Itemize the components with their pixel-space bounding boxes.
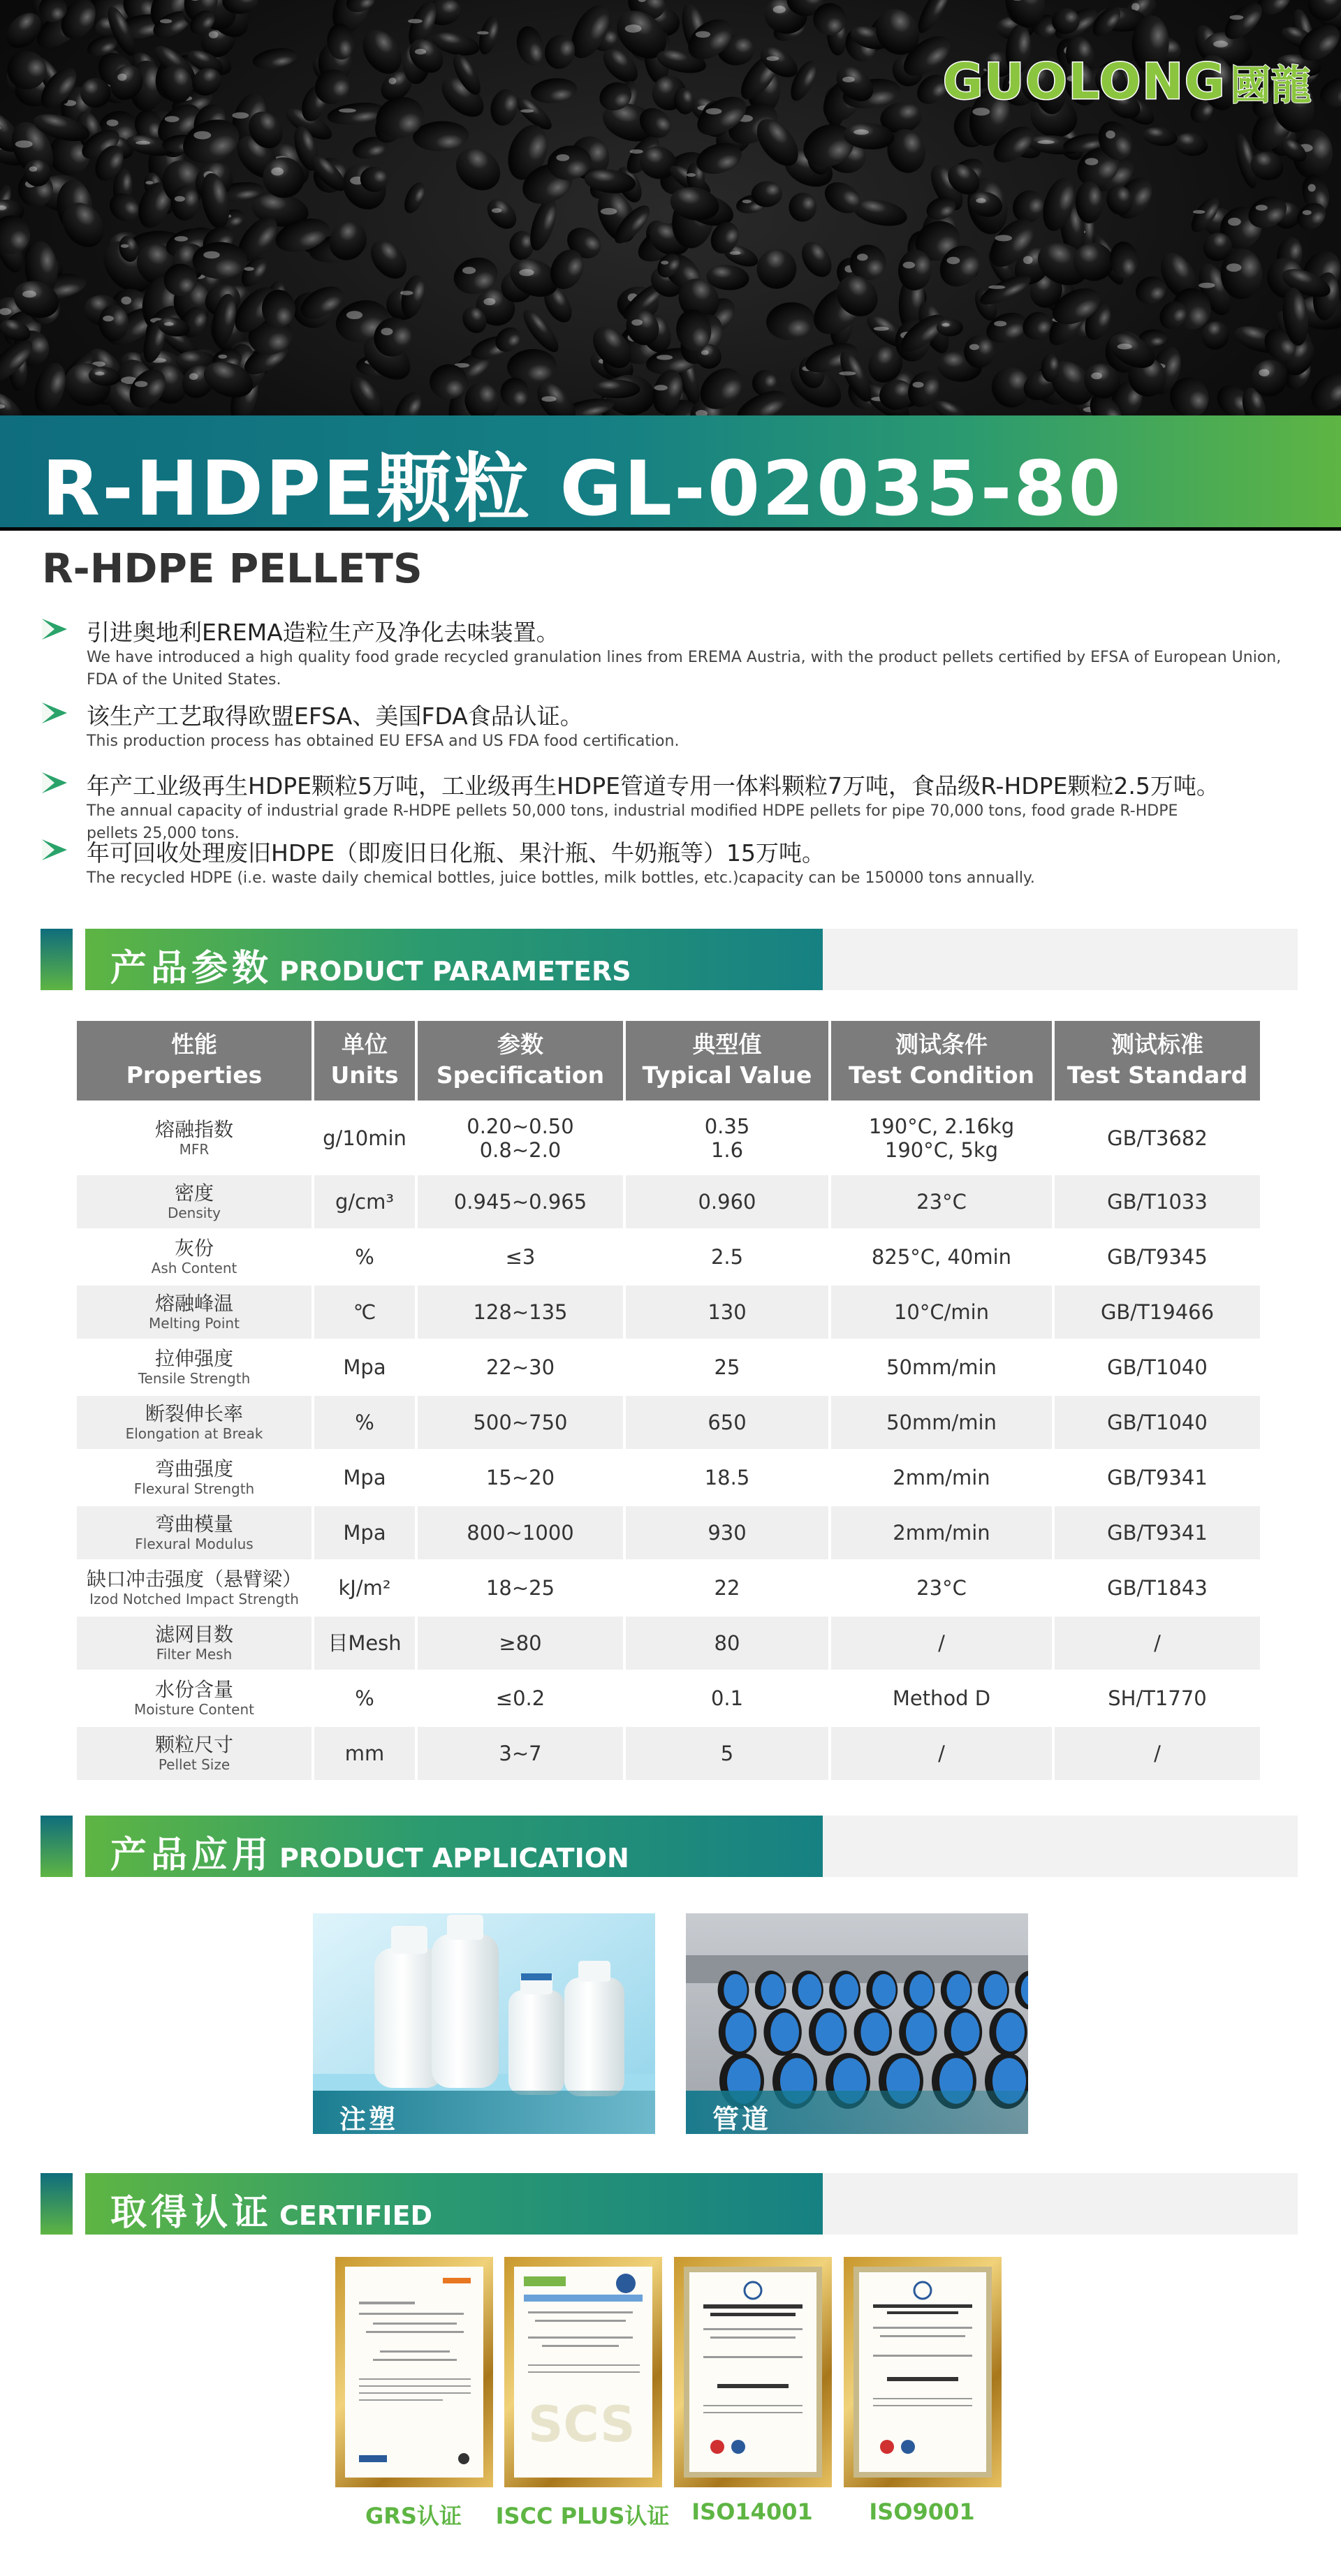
table-row <box>77 1561 1260 1614</box>
table-cell <box>418 1175 623 1228</box>
table-header-cell <box>831 1021 1052 1101</box>
application-label: 管道 <box>712 2104 772 2134</box>
section-title-cn: 产品参数 <box>110 948 273 989</box>
title-band <box>0 415 1341 531</box>
arrow-icon <box>42 702 67 723</box>
cell-value: 0.8~2.0 <box>479 1138 562 1162</box>
table-cell <box>77 1617 312 1670</box>
table-cell <box>77 1561 312 1614</box>
property-cn: 灰份 <box>174 1237 214 1260</box>
cell-value: 25 <box>714 1355 740 1379</box>
product-subtitle: R-HDPE PELLETS <box>42 545 423 592</box>
table-cell <box>1055 1451 1260 1504</box>
cell-value: 650 <box>708 1411 747 1434</box>
cell-value: GB/T9345 <box>1107 1245 1208 1269</box>
header-cn: 单位 <box>342 1031 388 1058</box>
table-cell <box>418 1561 623 1614</box>
cell-value: 1.6 <box>710 1138 744 1162</box>
table-row <box>77 1286 1260 1339</box>
feature-en: The annual capacity of industrial grade R-HDPE pellets 50,000 tons, industrial modified HDPE pellets for pipe 70,000 tons, food grade R-HDPE pellets 25,000 tons. <box>87 802 1178 842</box>
table-row <box>77 1341 1260 1394</box>
table-cell <box>314 1672 415 1725</box>
table-cell <box>314 1561 415 1614</box>
application-label-bar <box>313 2091 655 2134</box>
table-cell <box>77 1175 312 1228</box>
table-header-cell <box>626 1021 828 1101</box>
cell-value: / <box>938 1631 945 1655</box>
table-cell <box>626 1727 828 1780</box>
header-en: Specification <box>436 1061 605 1089</box>
cell-value: GB/T1040 <box>1107 1411 1208 1434</box>
table-cell <box>626 1103 828 1173</box>
table-cell <box>831 1727 1052 1780</box>
table-cell <box>1055 1341 1260 1394</box>
cell-value: 930 <box>708 1521 747 1545</box>
table-cell <box>77 1672 312 1725</box>
feature-cn: 该生产工艺取得欧盟EFSA、美国FDA食品认证。 <box>87 702 583 730</box>
cell-value: GB/T1033 <box>1107 1190 1208 1214</box>
table-cell <box>626 1506 828 1559</box>
main-title: R-HDPE颗粒 GL-02035-80 <box>42 446 1123 531</box>
table-row <box>77 1396 1260 1449</box>
property-cn: 颗粒尺寸 <box>154 1733 233 1756</box>
cell-value: kJ/m² <box>338 1576 391 1600</box>
table-header-cell <box>314 1021 415 1101</box>
certificate-document <box>345 2267 483 2478</box>
feature-cn: 年可回收处理废旧HDPE（即废旧日化瓶、果汁瓶、牛奶瓶等）15万吨。 <box>87 839 825 867</box>
header-cn: 典型值 <box>692 1031 762 1058</box>
cell-value: g/cm³ <box>335 1190 394 1214</box>
table-cell <box>418 1506 623 1559</box>
cell-value: 0.945~0.965 <box>453 1190 587 1214</box>
section-title-cn: 取得认证 <box>110 2192 273 2234</box>
table-cell <box>314 1396 415 1449</box>
cell-value: 15~20 <box>485 1466 555 1489</box>
cell-value: Method D <box>892 1686 991 1710</box>
cell-value: 800~1000 <box>467 1521 574 1545</box>
header-cn: 测试标准 <box>1111 1031 1203 1058</box>
table-cell <box>1055 1506 1260 1559</box>
table-row <box>77 1175 1260 1228</box>
property-en: MFR <box>179 1141 210 1158</box>
table-cell <box>314 1506 415 1559</box>
table-cell <box>77 1506 312 1559</box>
property-cn: 缺口冲击强度（悬臂梁） <box>86 1568 302 1591</box>
cell-value: 0.35 <box>704 1114 750 1138</box>
cell-value: GB/T9341 <box>1107 1466 1208 1489</box>
section-title-en: CERTIFIED <box>279 2200 433 2231</box>
cell-value: mm <box>344 1742 385 1765</box>
header-en: Units <box>330 1061 399 1089</box>
arrow-icon <box>42 772 67 793</box>
property-en: Tensile Strength <box>138 1370 251 1387</box>
header-en: Properties <box>126 1061 263 1089</box>
guolong-logo <box>943 43 1311 120</box>
certificate-content <box>345 2267 483 2478</box>
table-cell <box>314 1286 415 1339</box>
cell-value: 22~30 <box>485 1355 555 1379</box>
section-rest <box>823 1816 1298 1877</box>
table-cell <box>418 1617 623 1670</box>
cell-value: g/10min <box>323 1126 406 1150</box>
table-cell <box>626 1286 828 1339</box>
table-cell <box>831 1175 1052 1228</box>
application-injection-molding <box>313 1913 655 2134</box>
cell-value: 22 <box>714 1576 740 1600</box>
cell-value: 0.960 <box>698 1190 756 1214</box>
table-cell <box>626 1341 828 1394</box>
feature-en: This production process has obtained EU EFSA and US FDA food certification. <box>87 733 680 750</box>
cell-value: 190°C, 5kg <box>884 1138 999 1162</box>
table-cell <box>831 1286 1052 1339</box>
certificate-content <box>859 2272 986 2472</box>
header-en: Test Condition <box>849 1061 1034 1089</box>
table-cell <box>831 1341 1052 1394</box>
table-cell <box>314 1103 415 1173</box>
table-cell <box>831 1506 1052 1559</box>
table-cell <box>77 1103 312 1173</box>
certificate-iso9001 <box>844 2257 1002 2487</box>
cell-value: 2mm/min <box>893 1466 990 1489</box>
table-cell <box>831 1230 1052 1283</box>
cell-value: 825°C, 40min <box>871 1245 1012 1269</box>
cell-value: GB/T19466 <box>1100 1300 1215 1324</box>
section-title <box>110 2183 432 2235</box>
property-en: Elongation at Break <box>125 1425 263 1442</box>
table-cell <box>314 1451 415 1504</box>
feature-cn: 引进奥地利EREMA造粒生产及净化去味装置。 <box>87 619 559 646</box>
table-header <box>77 1021 1260 1101</box>
cell-value: 2.5 <box>710 1245 744 1269</box>
section-header-certified <box>41 2173 1298 2235</box>
table-cell <box>626 1175 828 1228</box>
table-row <box>77 1672 1260 1725</box>
table-cell <box>831 1396 1052 1449</box>
certificate-label: GRS认证 <box>365 2503 462 2529</box>
header-cn: 参数 <box>497 1031 543 1058</box>
certificate-label: ISO14001 <box>691 2498 813 2525</box>
cell-value: 18.5 <box>704 1466 750 1489</box>
cell-value: Mpa <box>343 1521 386 1545</box>
table-cell <box>418 1103 623 1173</box>
section-lead <box>41 1816 73 1877</box>
certificate-document <box>514 2267 652 2478</box>
certificate-content <box>514 2267 652 2478</box>
cell-value: ≤3 <box>505 1245 536 1269</box>
table-cell <box>77 1727 312 1780</box>
header-en: Typical Value <box>642 1061 812 1089</box>
cell-value: 目Mesh <box>328 1631 402 1655</box>
table-cell <box>77 1230 312 1283</box>
property-en: Filter Mesh <box>156 1646 233 1663</box>
cell-value: % <box>355 1686 374 1710</box>
section-title <box>110 939 631 991</box>
cell-value: % <box>355 1411 374 1434</box>
cell-value: 3~7 <box>499 1742 542 1765</box>
table-cell <box>626 1230 828 1283</box>
table-cell <box>418 1727 623 1780</box>
cell-value: 128~135 <box>473 1300 568 1324</box>
cell-value: SH/T1770 <box>1108 1686 1207 1710</box>
table-row <box>77 1230 1260 1283</box>
table-row <box>77 1451 1260 1504</box>
property-en: Moisture Content <box>134 1701 254 1718</box>
property-cn: 弯曲强度 <box>154 1457 233 1480</box>
table-cell <box>314 1341 415 1394</box>
table-cell <box>1055 1727 1260 1780</box>
table-cell <box>314 1727 415 1780</box>
property-en: Ash Content <box>151 1260 237 1276</box>
certificate-grs <box>335 2257 493 2487</box>
table-cell <box>77 1286 312 1339</box>
table-header-cell <box>77 1021 312 1101</box>
cell-value: Mpa <box>343 1355 386 1379</box>
table-cell <box>626 1451 828 1504</box>
certificate-label: ISCC PLUS认证 <box>495 2503 670 2529</box>
table-cell <box>626 1617 828 1670</box>
table-header-cell <box>1055 1021 1260 1101</box>
header-cn: 性能 <box>171 1031 217 1058</box>
table-cell <box>831 1672 1052 1725</box>
cell-value: ≥80 <box>499 1631 542 1655</box>
property-cn: 水份含量 <box>154 1678 233 1701</box>
property-en: Pellet Size <box>158 1756 230 1773</box>
application-label: 注塑 <box>339 2104 399 2134</box>
cell-value: GB/T9341 <box>1107 1521 1208 1545</box>
table-cell <box>314 1175 415 1228</box>
arrow-icon <box>42 839 67 860</box>
table-cell <box>1055 1175 1260 1228</box>
table-row <box>77 1103 1260 1173</box>
cell-value: ℃ <box>353 1300 376 1324</box>
certificate-document <box>853 2267 992 2478</box>
application-label-bar <box>686 2091 1028 2134</box>
cell-value: 500~750 <box>473 1411 568 1434</box>
cell-value: % <box>355 1245 374 1269</box>
logo-text: GUOLONG <box>943 53 1226 110</box>
table-row <box>77 1727 1260 1780</box>
cell-value: GB/T3682 <box>1107 1126 1208 1150</box>
property-en: Melting Point <box>149 1315 240 1332</box>
property-en: Flexural Modulus <box>135 1536 254 1552</box>
header-cn: 测试条件 <box>895 1031 988 1058</box>
cell-value: / <box>1154 1631 1161 1655</box>
table-cell <box>418 1451 623 1504</box>
logo-cn: 國龍 <box>1230 61 1312 109</box>
section-rest <box>823 929 1298 990</box>
cell-value: GB/T1040 <box>1107 1355 1208 1379</box>
feature-cn: 年产工业级再生HDPE颗粒5万吨，工业级再生HDPE管道专用一体料颗粒7万吨，食品级R-HDPE颗粒2.5万吨。 <box>87 772 1219 800</box>
property-cn: 断裂伸长率 <box>145 1402 243 1425</box>
cell-value: 50mm/min <box>886 1355 997 1379</box>
cell-value: 18~25 <box>485 1576 555 1600</box>
table-cell <box>831 1103 1052 1173</box>
cell-value: 50mm/min <box>886 1411 997 1434</box>
property-cn: 密度 <box>174 1182 214 1205</box>
cell-value: 0.20~0.50 <box>467 1114 574 1138</box>
section-header-parameters <box>41 929 1298 990</box>
application-pipes <box>686 1913 1028 2134</box>
table-cell <box>1055 1617 1260 1670</box>
arrow-icon <box>42 619 67 640</box>
table-cell <box>1055 1561 1260 1614</box>
table-cell <box>831 1451 1052 1504</box>
table-cell <box>418 1286 623 1339</box>
table-cell <box>1055 1396 1260 1449</box>
certificate-label: ISO9001 <box>869 2498 975 2525</box>
property-en: Flexural Strength <box>133 1480 255 1497</box>
section-header-application <box>41 1816 1298 1877</box>
cell-value: / <box>938 1742 945 1765</box>
table-cell <box>626 1396 828 1449</box>
table-cell <box>314 1230 415 1283</box>
table-cell <box>831 1617 1052 1670</box>
table-header-cell <box>418 1021 623 1101</box>
table-cell <box>626 1561 828 1614</box>
property-cn: 拉伸强度 <box>154 1347 233 1370</box>
table-cell <box>1055 1230 1260 1283</box>
table-cell <box>831 1561 1052 1614</box>
table-cell <box>1055 1672 1260 1725</box>
certificate-iscc <box>504 2257 662 2487</box>
cell-value: 80 <box>714 1631 740 1655</box>
table-cell <box>1055 1286 1260 1339</box>
hero-banner <box>0 0 1341 531</box>
certificate-iso14001 <box>674 2257 832 2487</box>
cell-value: 2mm/min <box>893 1521 990 1545</box>
section-title-en: PRODUCT PARAMETERS <box>279 956 631 987</box>
section-rest <box>823 2173 1298 2235</box>
cell-value: 0.1 <box>710 1686 744 1710</box>
table-cell <box>314 1617 415 1670</box>
cell-value: / <box>1154 1742 1161 1765</box>
certificate-content <box>689 2272 816 2472</box>
table-cell <box>77 1341 312 1394</box>
header-en: Test Standard <box>1067 1061 1248 1089</box>
section-title-cn: 产品应用 <box>110 1834 273 1876</box>
svg-text:SCS: SCS <box>528 2396 636 2453</box>
table-cell <box>418 1396 623 1449</box>
table-cell <box>1055 1103 1260 1173</box>
feature-en: We have introduced a high quality food grade recycled granulation lines from EREMA Austria, with the product pellets certified by EFSA of European Union, FDA of the United States. <box>87 649 1282 689</box>
table-cell <box>418 1341 623 1394</box>
certificate-document <box>684 2267 822 2478</box>
cell-value: 23°C <box>916 1190 967 1214</box>
property-en: Density <box>167 1205 221 1221</box>
table-cell <box>418 1672 623 1725</box>
property-cn: 滤网目数 <box>154 1623 233 1646</box>
property-en: Izod Notched Impact Strength <box>89 1591 299 1607</box>
table-row <box>77 1506 1260 1559</box>
cell-value: 10°C/min <box>893 1300 990 1324</box>
section-lead <box>41 929 73 990</box>
section-title <box>110 1825 629 1878</box>
cell-value: 5 <box>720 1742 734 1765</box>
table-cell <box>77 1451 312 1504</box>
cell-value: 190°C, 2.16kg <box>868 1114 1015 1138</box>
cell-value: Mpa <box>343 1466 386 1489</box>
cell-value: 23°C <box>916 1576 967 1600</box>
table-cell <box>418 1230 623 1283</box>
property-cn: 熔融峰温 <box>154 1292 233 1315</box>
cell-value: GB/T1843 <box>1107 1576 1208 1600</box>
table-cell <box>626 1672 828 1725</box>
cell-value: ≤0.2 <box>495 1686 545 1710</box>
feature-en: The recycled HDPE (i.e. waste daily chemical bottles, juice bottles, milk bottles, etc.)capacity can be 150000 tons annually. <box>87 869 1035 887</box>
property-cn: 熔融指数 <box>154 1118 233 1141</box>
cell-value: 130 <box>708 1300 747 1324</box>
property-cn: 弯曲模量 <box>154 1513 233 1536</box>
table-row <box>77 1617 1260 1670</box>
table-cell <box>77 1396 312 1449</box>
section-title-en: PRODUCT APPLICATION <box>279 1843 629 1874</box>
section-lead <box>41 2173 73 2235</box>
